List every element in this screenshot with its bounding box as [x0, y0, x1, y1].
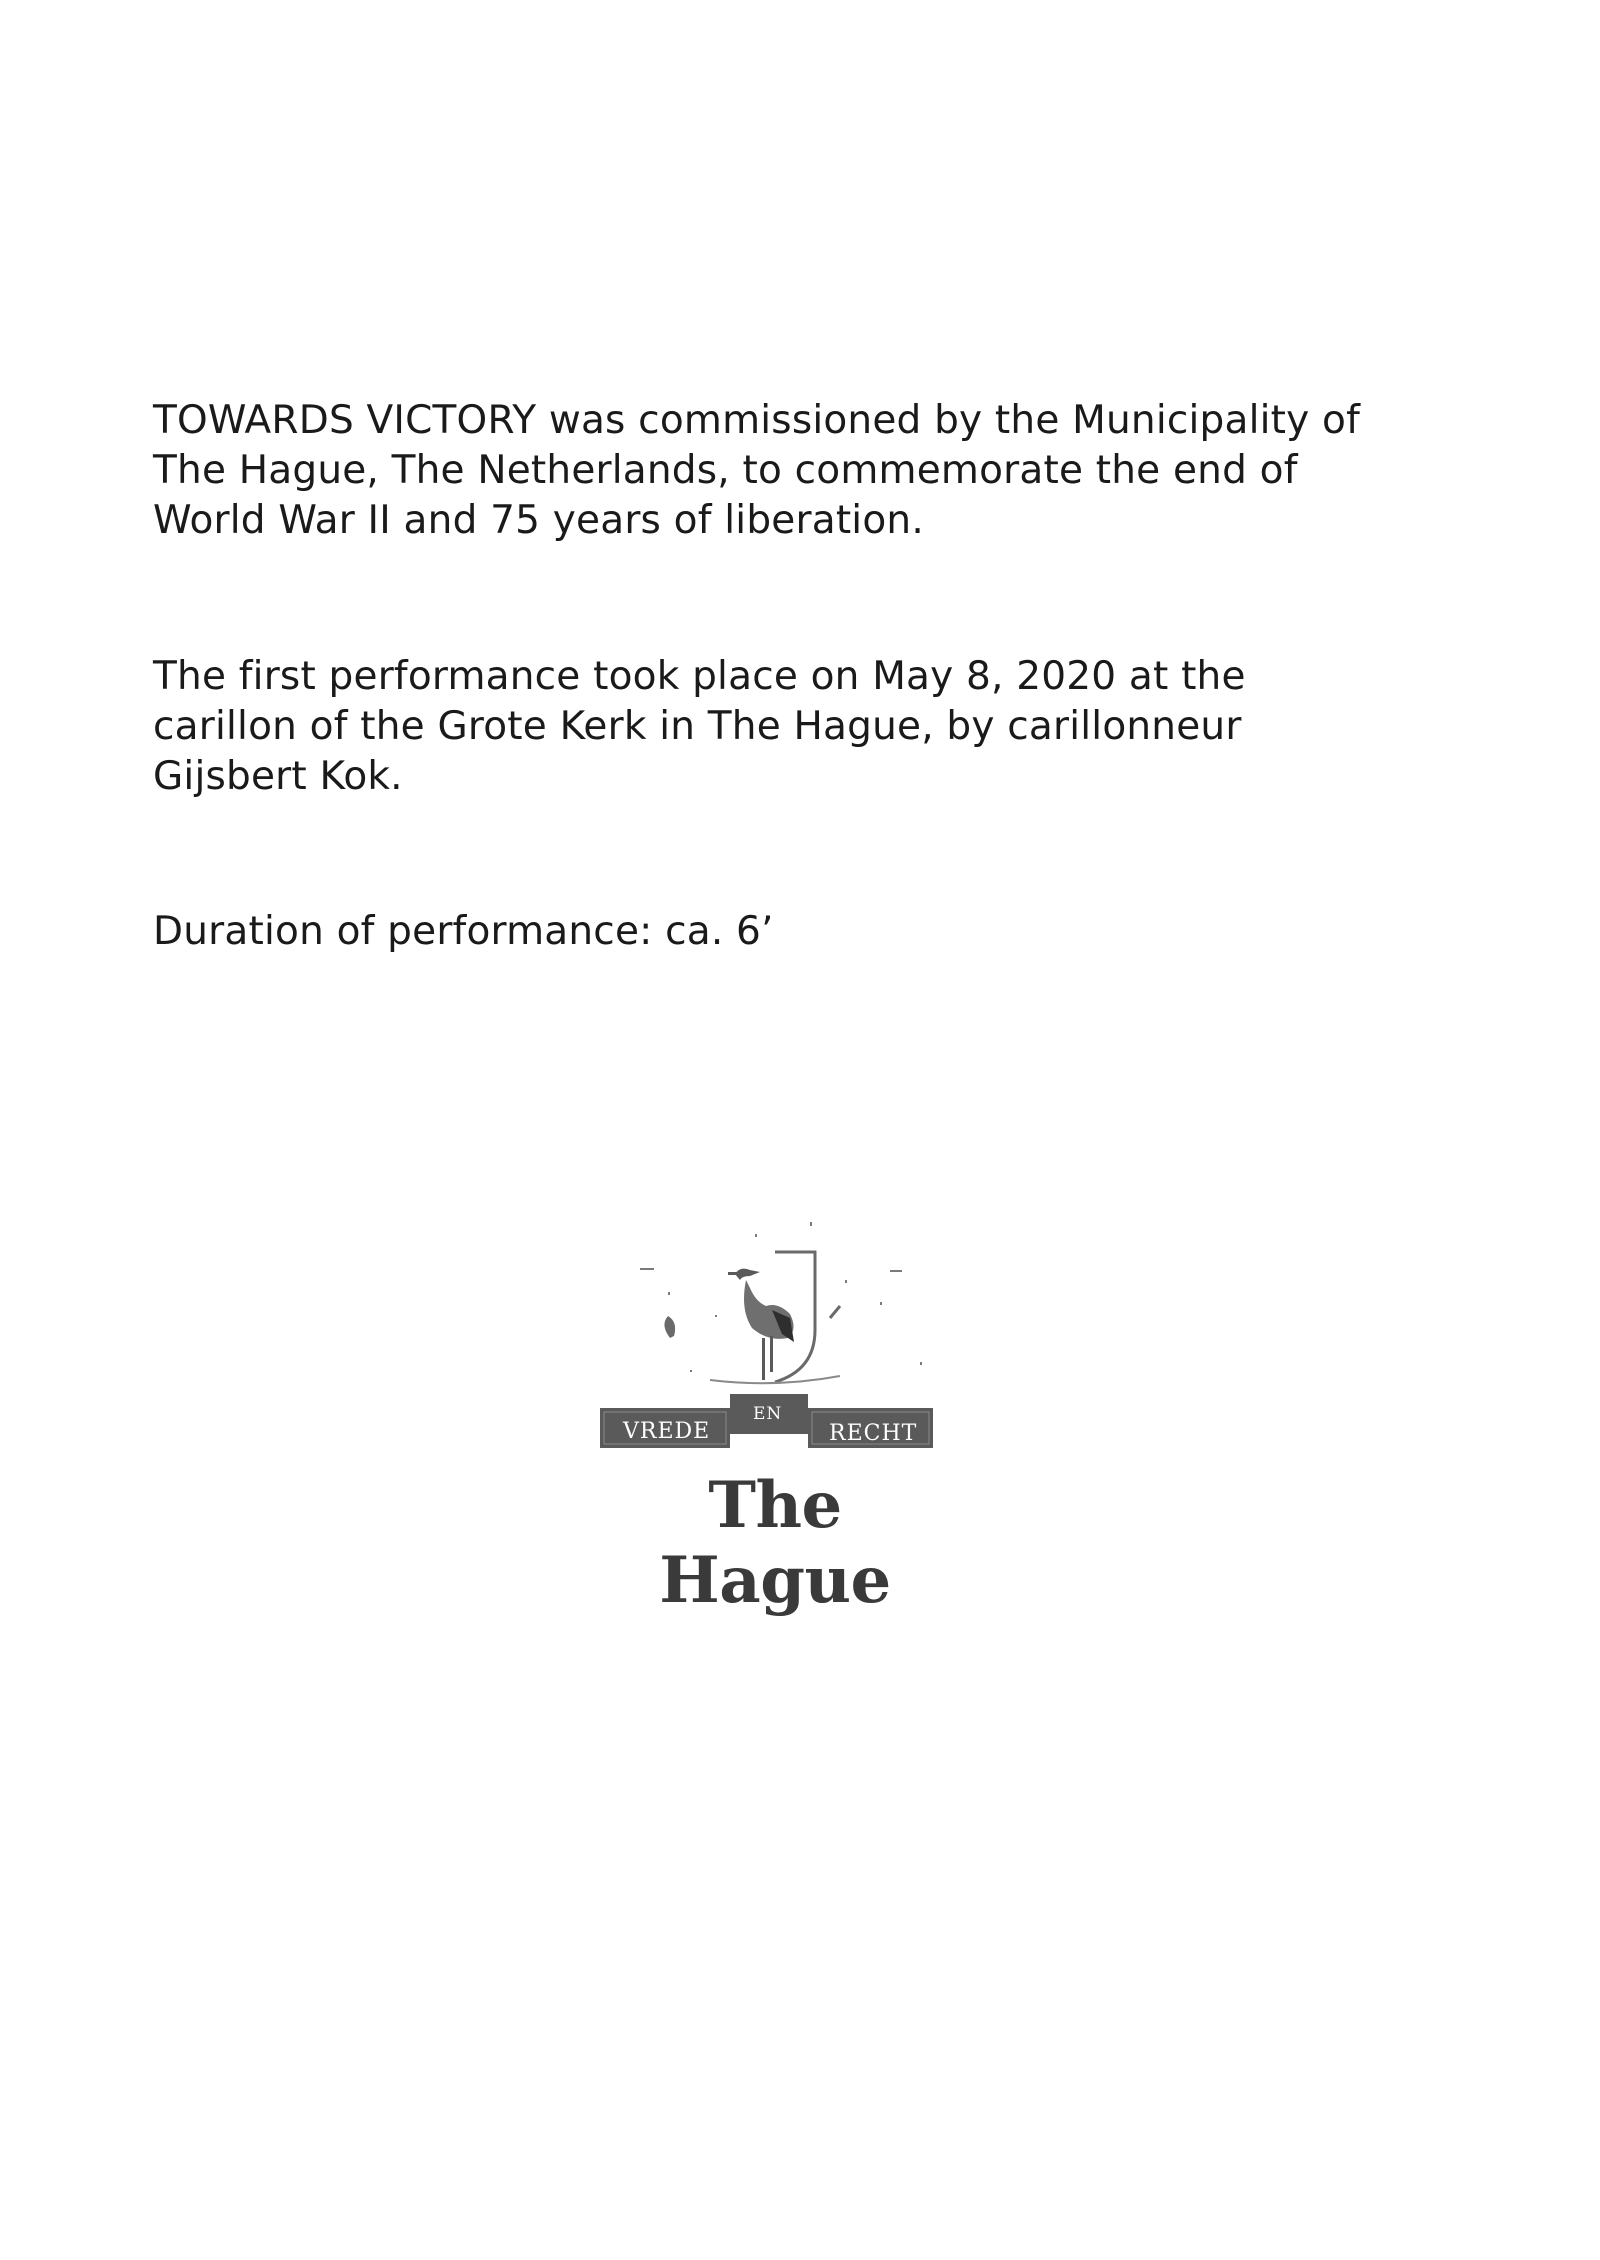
text-line: The first performance took place on May 8, 2020 at the	[153, 654, 1246, 699]
text-line: World War II and 75 years of liberation.	[153, 498, 924, 543]
text-line: Gijsbert Kok.	[153, 754, 403, 799]
the-hague-logo	[590, 1210, 960, 1618]
text-line: TOWARDS VICTORY was commissioned by the Municipality of	[153, 398, 1361, 443]
stork-figure	[728, 1269, 794, 1380]
commission-paragraph	[153, 396, 1453, 546]
text-line: The Hague, The Netherlands, to commemorate the end of	[153, 448, 1298, 493]
motto-recht: RECHT	[829, 1421, 918, 1446]
premiere-paragraph	[153, 652, 1453, 802]
motto-vrede: VREDE	[623, 1419, 711, 1444]
text-line: carillon of the Grote Kerk in The Hague, by carillonneur	[153, 704, 1242, 749]
motto-en: EN	[753, 1404, 783, 1424]
crest-speckles	[640, 1222, 922, 1372]
duration-paragraph	[153, 907, 1453, 957]
text-line: Duration of performance: ca. 6’	[153, 909, 774, 954]
logo-wordmark: The Hague	[659, 1468, 891, 1618]
